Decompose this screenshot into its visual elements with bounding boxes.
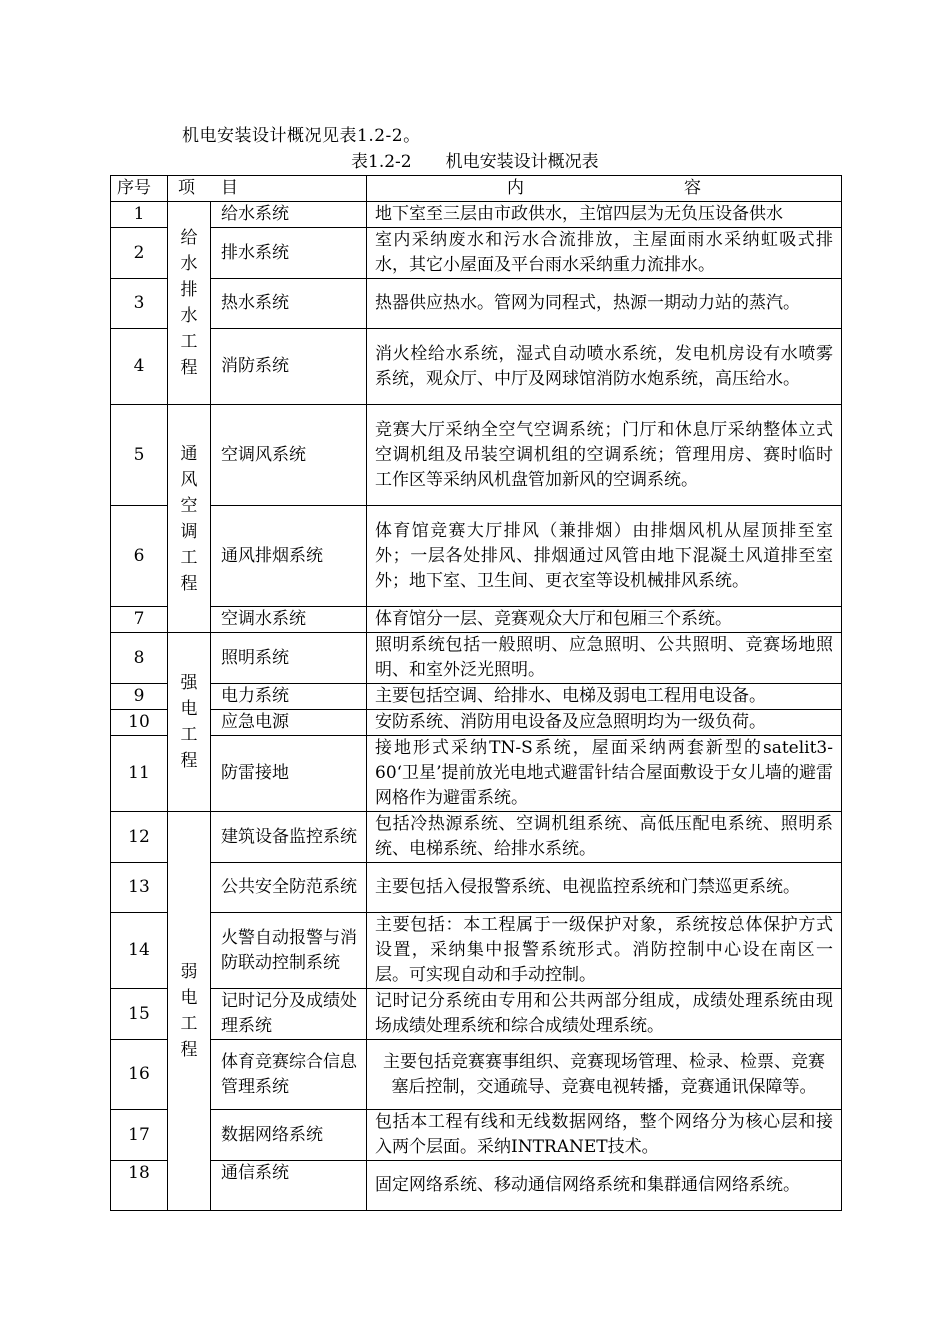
row-item: 体育竞赛综合信息管理系统 [211, 1040, 367, 1110]
table-row [111, 1040, 842, 1110]
table-caption [351, 147, 599, 172]
table-row [111, 506, 842, 607]
row-item: 公共安全防范系统 [211, 863, 367, 913]
category-cell [168, 405, 211, 633]
header-no: 序号 [111, 176, 168, 202]
row-content: 主要包括：本工程属于一级保护对象，系统按总体保护方式设置，采纳集中报警系统形式。消防控制中心设在南区一层。可实现自动和手动控制。 [367, 913, 842, 989]
table-row [111, 684, 842, 710]
table-row [111, 607, 842, 633]
row-number: 6 [111, 506, 168, 607]
row-content: 消火栓给水系统，湿式自动喷水系统，发电机房设有水喷雾系统，观众厅、中厅及网球馆消防水炮系统，高压给水。 [367, 329, 842, 405]
row-item: 排水系统 [211, 228, 367, 279]
row-content: 包括冷热源系统、空调机组系统、高低压配电系统、照明系统、电梯系统、给排水系统。 [367, 812, 842, 863]
row-content: 竞赛大厅采纳全空气空调系统；门厅和休息厅采纳整体立式空调机组及吊装空调机组的空调系统；管理用房、赛时临时工作区等采纳风机盘管加新风的空调系统。 [367, 405, 842, 506]
header-desc-a: 内 [507, 178, 524, 198]
row-item: 火警自动报警与消防联动控制系统 [211, 913, 367, 989]
row-content: 接地形式采纳TN-S系统，屋面采纳两套新型的satelit3-60‘卫星’提前放光电地式避雷针结合屋面敷设于女儿墙的避雷网格作为避雷系统。 [367, 736, 842, 812]
table-row [111, 633, 842, 684]
row-item: 照明系统 [211, 633, 367, 684]
category-cell [168, 812, 211, 1211]
row-number: 7 [111, 607, 168, 633]
category-water: 给水排水工程 [180, 228, 198, 378]
row-content: 照明系统包括一般照明、应急照明、公共照明、竞赛场地照明、和室外泛光照明。 [367, 633, 842, 684]
row-item: 防雷接地 [211, 736, 367, 812]
row-number: 14 [111, 913, 168, 989]
header-item [168, 176, 367, 202]
table-row [111, 1110, 842, 1161]
category-weak: 弱电工程 [180, 962, 198, 1060]
header-item-b: 目 [221, 178, 238, 198]
row-content: 主要包括竞赛赛事组织、竞赛现场管理、检录、检票、竞赛塞后控制，交通疏导、竞赛电视转播，竞赛通讯保障等。 [367, 1040, 842, 1110]
table-row [111, 812, 842, 863]
row-item: 建筑设备监控系统 [211, 812, 367, 863]
category-power: 强电工程 [180, 673, 198, 771]
table-row [111, 863, 842, 913]
table-row [111, 710, 842, 736]
row-content: 主要包括空调、给排水、电梯及弱电工程用电设备。 [367, 684, 842, 710]
row-number: 17 [111, 1110, 168, 1161]
row-item: 电力系统 [211, 684, 367, 710]
row-number: 15 [111, 989, 168, 1040]
row-number: 10 [111, 710, 168, 736]
header-desc-b: 容 [684, 178, 701, 198]
header-item-a: 项 [178, 178, 195, 198]
row-content: 地下室至三层由市政供水，主馆四层为无负压设备供水 [367, 202, 842, 228]
row-content: 记时记分系统由专用和公共两部分组成，成绩处理系统由现场成绩处理系统和综合成绩处理系统。 [367, 989, 842, 1040]
table-row [111, 329, 842, 405]
table-row [111, 405, 842, 506]
row-number: 8 [111, 633, 168, 684]
table-row [111, 1161, 842, 1211]
row-number: 5 [111, 405, 168, 506]
row-content: 主要包括入侵报警系统、电视监控系统和门禁巡更系统。 [367, 863, 842, 913]
table-title: 机电安装设计概况表 [445, 152, 599, 172]
row-item: 通风排烟系统 [211, 506, 367, 607]
row-number: 18 [111, 1161, 168, 1211]
table-row [111, 989, 842, 1040]
row-item: 消防系统 [211, 329, 367, 405]
row-number: 11 [111, 736, 168, 812]
row-number: 4 [111, 329, 168, 405]
row-number: 13 [111, 863, 168, 913]
row-item: 空调风系统 [211, 405, 367, 506]
table-header-row [111, 176, 842, 202]
row-item: 记时记分及成绩处理系统 [211, 989, 367, 1040]
row-item: 数据网络系统 [211, 1110, 367, 1161]
row-content: 体育馆竞赛大厅排风（兼排烟）由排烟风机从屋顶排至室外；一层各处排风、排烟通过风管由地下混凝土风道排至室外；地下室、卫生间、更衣室等设机械排风系统。 [367, 506, 842, 607]
row-item: 通信系统 [211, 1161, 367, 1211]
row-number: 2 [111, 228, 168, 279]
table-row [111, 202, 842, 228]
mep-design-overview-table [110, 175, 842, 1211]
table-row [111, 736, 842, 812]
row-content: 固定网络系统、移动通信网络系统和集群通信网络系统。 [367, 1161, 842, 1211]
row-content: 室内采纳废水和污水合流排放，主屋面雨水采纳虹吸式排水，其它小屋面及平台雨水采纳重力流排水。 [367, 228, 842, 279]
row-content: 安防系统、消防用电设备及应急照明均为一级负荷。 [367, 710, 842, 736]
row-item: 应急电源 [211, 710, 367, 736]
category-cell [168, 202, 211, 405]
table-row [111, 279, 842, 329]
intro-paragraph: 机电安装设计概况见表1.2-2。 [182, 126, 421, 146]
row-item: 空调水系统 [211, 607, 367, 633]
row-content: 包括本工程有线和无线数据网络，整个网络分为核心层和接入两个层面。采纳INTRANET技术。 [367, 1110, 842, 1161]
table-number: 表1.2-2 [351, 152, 412, 172]
row-item: 热水系统 [211, 279, 367, 329]
row-item: 给水系统 [211, 202, 367, 228]
row-number: 12 [111, 812, 168, 863]
category-hvac: 通风空调工程 [180, 443, 198, 594]
category-cell [168, 633, 211, 812]
row-number: 1 [111, 202, 168, 228]
table-row [111, 228, 842, 279]
row-content: 体育馆分一层、竞赛观众大厅和包厢三个系统。 [367, 607, 842, 633]
row-number: 9 [111, 684, 168, 710]
row-content: 热器供应热水。管网为同程式，热源一期动力站的蒸汽。 [367, 279, 842, 329]
header-content [367, 176, 842, 202]
row-number: 16 [111, 1040, 168, 1110]
table-row [111, 913, 842, 989]
row-number: 3 [111, 279, 168, 329]
